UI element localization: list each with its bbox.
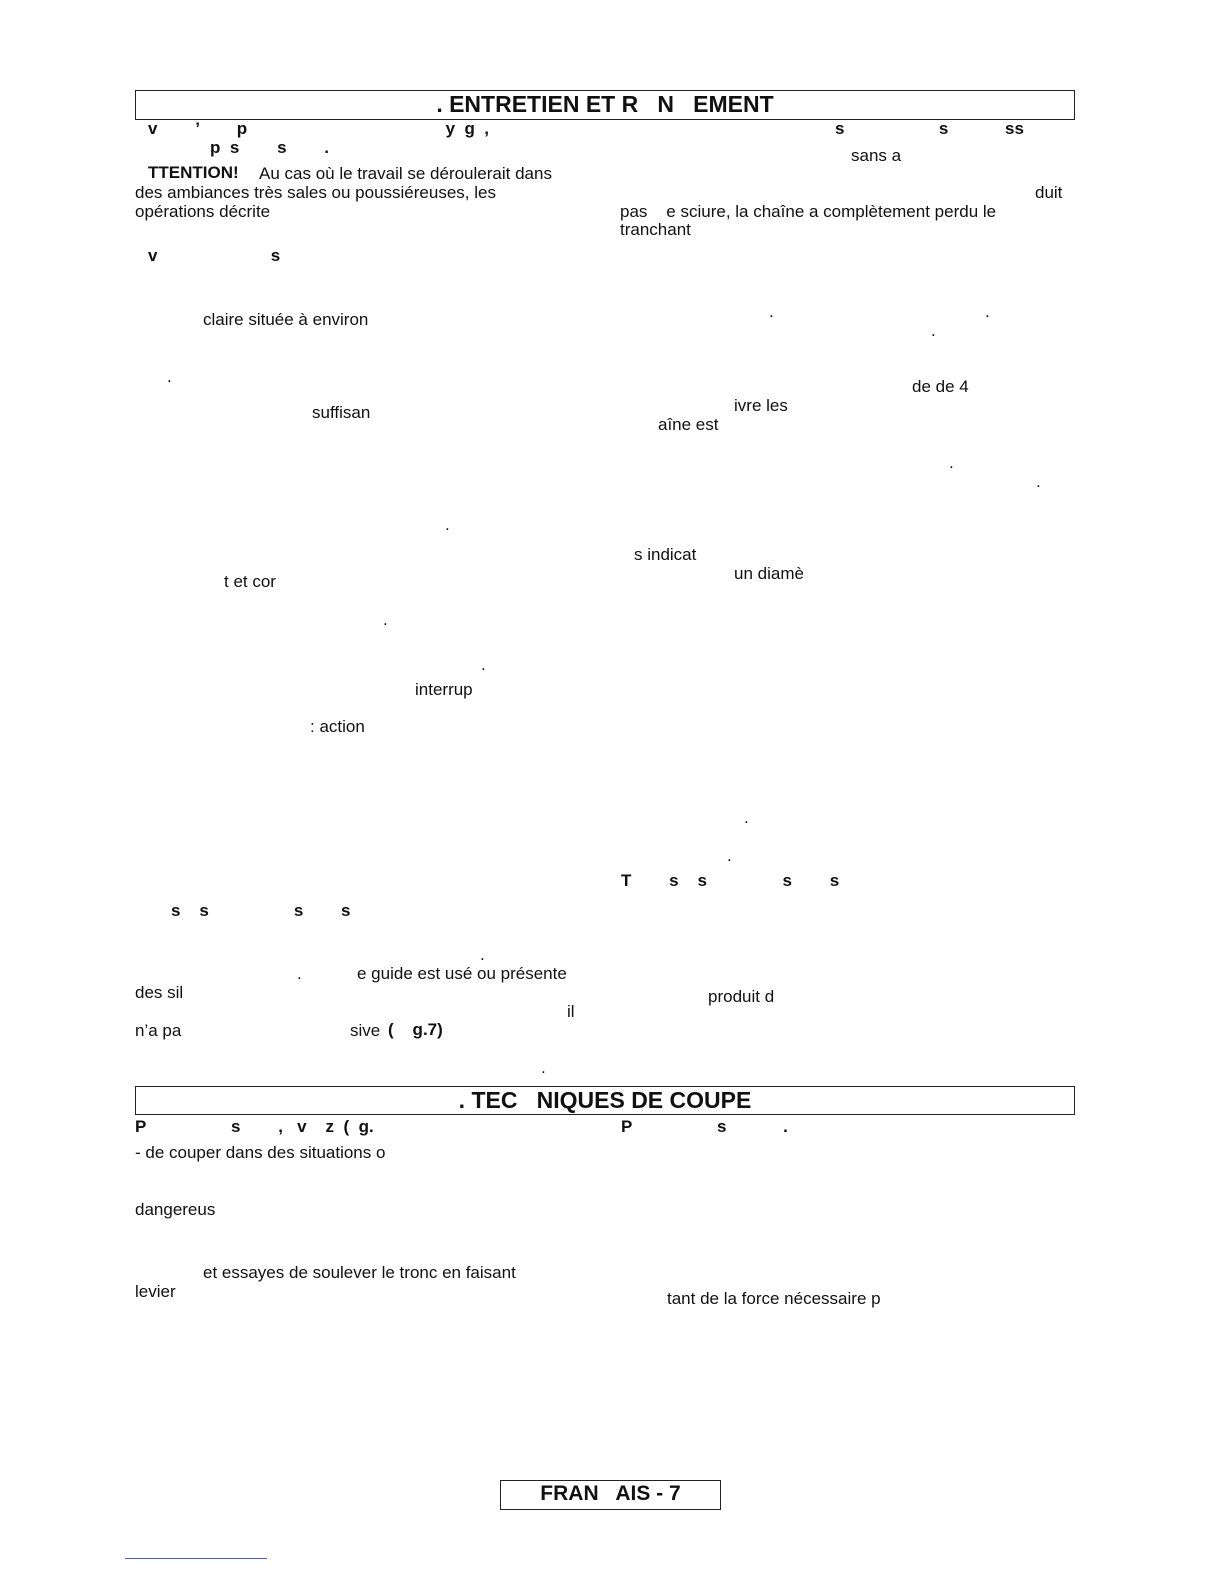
right-heading-2: T s s s s bbox=[621, 871, 840, 890]
left-heading-2: v s bbox=[148, 246, 281, 265]
body-line: tant de la force nécessaire p bbox=[667, 1289, 881, 1308]
body-line: aîne est bbox=[658, 415, 719, 434]
body-line: des sil bbox=[135, 983, 184, 1002]
left-heading-1: v ’ p y g , bbox=[148, 119, 490, 138]
body-line: levier bbox=[135, 1282, 176, 1301]
body-line: tranchant bbox=[620, 220, 691, 239]
section-title-entretien: . ENTRETIEN ET R N EMENT bbox=[135, 90, 1075, 120]
page-number-label: FRAN AIS - 7 bbox=[500, 1480, 721, 1510]
body-line: - de couper dans des situations o bbox=[135, 1143, 386, 1162]
body-dot: . bbox=[481, 655, 486, 674]
body-dot: . bbox=[383, 610, 388, 629]
body-line: duit bbox=[1035, 183, 1063, 202]
body-line: t et cor bbox=[224, 572, 276, 591]
body-line: des ambiances très sales ou poussiéreuses, les bbox=[135, 183, 496, 202]
body-line: s indicat bbox=[634, 545, 697, 564]
left-heading-1b: p s s . bbox=[210, 138, 330, 157]
attention-text: Au cas où le travail se déroulerait dans bbox=[259, 164, 552, 183]
body-line: interrup bbox=[415, 680, 473, 699]
right-heading-1: s s ss bbox=[835, 119, 1024, 138]
body-dot: . bbox=[445, 515, 450, 534]
body-line: e guide est usé ou présente bbox=[357, 964, 567, 983]
body-line: sans a bbox=[851, 146, 902, 165]
body-dot: . bbox=[769, 302, 774, 321]
body-line: il bbox=[567, 1002, 575, 1021]
body-line: pas e sciure, la chaîne a complètement perdu le bbox=[620, 202, 997, 221]
body-line: produit d bbox=[708, 987, 775, 1006]
body-dot: . bbox=[541, 1058, 546, 1077]
body-dot: . bbox=[949, 453, 954, 472]
body-dot: . bbox=[744, 808, 749, 827]
body-line: dangereus bbox=[135, 1200, 216, 1219]
body-line: et essayes de soulever le tronc en faisant bbox=[203, 1263, 516, 1282]
figure-reference: ( g.7) bbox=[388, 1020, 443, 1039]
body-dot: . bbox=[727, 846, 732, 865]
body-line: : action bbox=[310, 717, 365, 736]
right-heading-3: P s . bbox=[621, 1117, 788, 1136]
body-dot: . bbox=[985, 302, 990, 321]
body-dot: . bbox=[297, 964, 302, 983]
body-line: claire située à environ bbox=[203, 310, 369, 329]
body-line: sive bbox=[350, 1021, 381, 1040]
section-title-techniques-de-coupe: . TEC NIQUES DE COUPE bbox=[135, 1086, 1075, 1115]
body-dot: . bbox=[931, 321, 936, 340]
left-heading-4: P s , v z ( g. bbox=[135, 1117, 374, 1136]
body-line: suffisan bbox=[312, 403, 371, 422]
left-heading-3: s s s s bbox=[171, 901, 351, 920]
body-line: ivre les bbox=[734, 396, 788, 415]
body-dot: . bbox=[167, 367, 172, 386]
body-line: de de 4 bbox=[912, 377, 969, 396]
bottom-rule bbox=[125, 1558, 267, 1559]
body-dot: . bbox=[1036, 472, 1041, 491]
attention-label: TTENTION! bbox=[148, 163, 239, 182]
body-dot: . bbox=[480, 945, 485, 964]
body-line: un diamè bbox=[734, 564, 804, 583]
body-line: n’a pa bbox=[135, 1021, 182, 1040]
body-line: opérations décrite bbox=[135, 202, 271, 221]
